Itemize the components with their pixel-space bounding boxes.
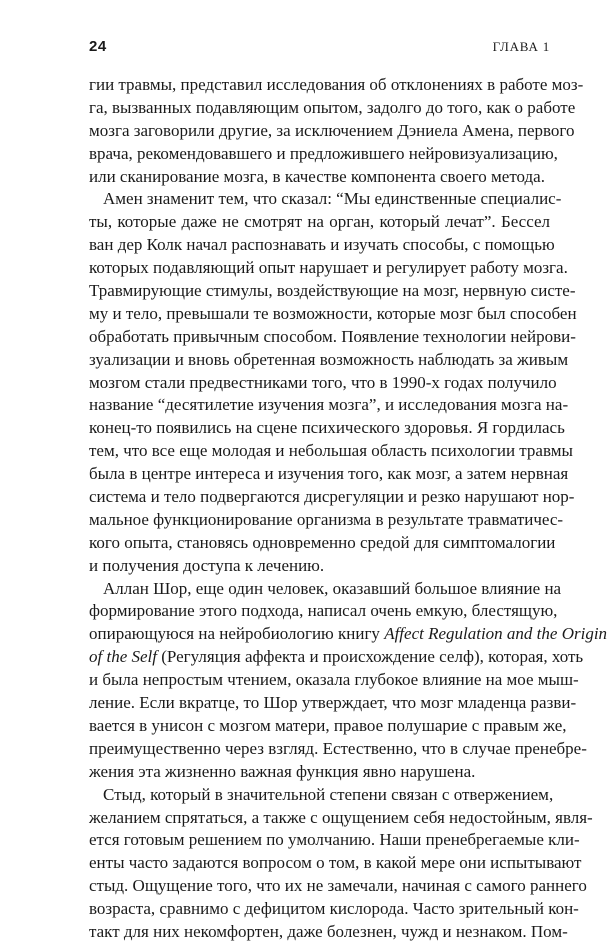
text-line: зуализации и вновь обретенная возможность наблюдать за живым (89, 349, 569, 369)
paragraph (89, 784, 593, 944)
text-line: название “десятилетие изучения мозга”, и исследования мозга на- (89, 395, 569, 415)
paragraph (89, 74, 584, 188)
text-line: ты, которые даже не смотрят на орган, который лечат”. Бессел (89, 212, 550, 232)
text-line: Травмирующие стимулы, воздействующие на мозг, нервную систе- (89, 281, 576, 301)
text-line: енты часто задаются вопросом о том, в какой мере они испытывают (89, 853, 582, 873)
text-segment: (Регуляция аффекта и происхождение селф), которая, хоть (156, 647, 584, 667)
text-line: Аллан Шор, еще один человек, оказавший большое влияние на (103, 578, 562, 598)
text-line: мозгом стали предвестниками того, что в 1990-х годах получило (89, 372, 557, 392)
text-line (89, 623, 607, 646)
running-header (89, 38, 550, 58)
book-title-italic: Affect Regulation and the Origin (384, 624, 607, 644)
text-line: возраста, сравнимо с дефицитом кислорода. Часто зрительный кон- (89, 899, 579, 919)
text-line: жения эта жизненно важная функция явно нарушена. (89, 761, 476, 781)
chapter-title: ГЛАВА 1 (492, 39, 550, 54)
text-line: вается в унисон с мозгом матери, правое полушарие с правым же, (89, 715, 567, 735)
text-line: Амен знаменит тем, что сказал: “Мы единственные специалис- (103, 189, 562, 209)
text-line: ление. Если вкратце, то Шор утверждает, что мозг младенца разви- (89, 693, 577, 713)
paragraph (89, 578, 607, 784)
text-line: такт для них некомфортен, даже болезнен, чужд и незнаком. Пом- (89, 921, 568, 941)
text-line: желанием спрятаться, а также с ощущением себя недостойным, явля- (89, 807, 593, 827)
text-line: тем, что все еще молодая и небольшая область психологии травмы (89, 441, 573, 461)
text-line: обработать привычным способом. Появление технологии нейрови- (89, 326, 576, 346)
text-segment: опирающуюся на нейробиологию книгу (89, 624, 385, 644)
body-text (89, 74, 607, 944)
text-line: система и тело подвергаются дисрегуляции и резко нарушают нор- (89, 487, 575, 507)
text-line: гии травмы, представил исследования об отклонениях в работе моз- (89, 75, 584, 94)
text-line: ется готовым решением по умолчанию. Наши пренебрегаемые кли- (89, 830, 580, 850)
paragraph (89, 188, 577, 577)
text-line: кого опыта, становясь одновременно средой для симптомалогии (89, 532, 556, 552)
text-line: формирование этого подхода, написал очень емкую, блестящую, (89, 601, 558, 621)
text-line: была в центре интереса и изучения того, как мозг, а затем нервная (89, 464, 569, 484)
text-line: Стыд, который в значительной степени связан с отвержением, (103, 784, 554, 804)
text-line: га, вызванных подавляющим опытом, задолго до того, как о работе (89, 97, 576, 117)
text-line: которых подавляющий опыт нарушает и регулирует работу мозга. (89, 258, 568, 278)
text-line: преимущественно через взгляд. Естественно, что в случае пренебре- (89, 738, 587, 758)
text-line: или сканирование мозга, в качестве компонента своего метода. (89, 166, 545, 186)
text-line: му и тело, превышали те возможности, которые мозг был способен (89, 303, 577, 323)
book-title-italic: of the Self (89, 647, 157, 667)
text-line: мозга заговорили другие, за исключением Дэниела Амена, первого (89, 120, 575, 140)
text-line: стыд. Ощущение того, что их не замечали, начиная с самого раннего (89, 876, 587, 896)
text-line (89, 646, 584, 669)
text-line: мальное функционирование организма в результате травматичес- (89, 509, 564, 529)
page-number: 24 (89, 38, 107, 55)
text-line: врача, рекомендовавшего и предложившего нейровизуализацию, (89, 143, 558, 163)
text-line: ван дер Колк начал распознавать и изучать способы, с помощью (89, 235, 555, 255)
text-line: и была непростым чтением, оказала глубокое влияние на мое мыш- (89, 670, 579, 690)
text-line: и получения доступа к лечению. (89, 555, 325, 575)
text-line: конец-то появились на сцене психического здоровья. Я гордилась (89, 418, 565, 438)
